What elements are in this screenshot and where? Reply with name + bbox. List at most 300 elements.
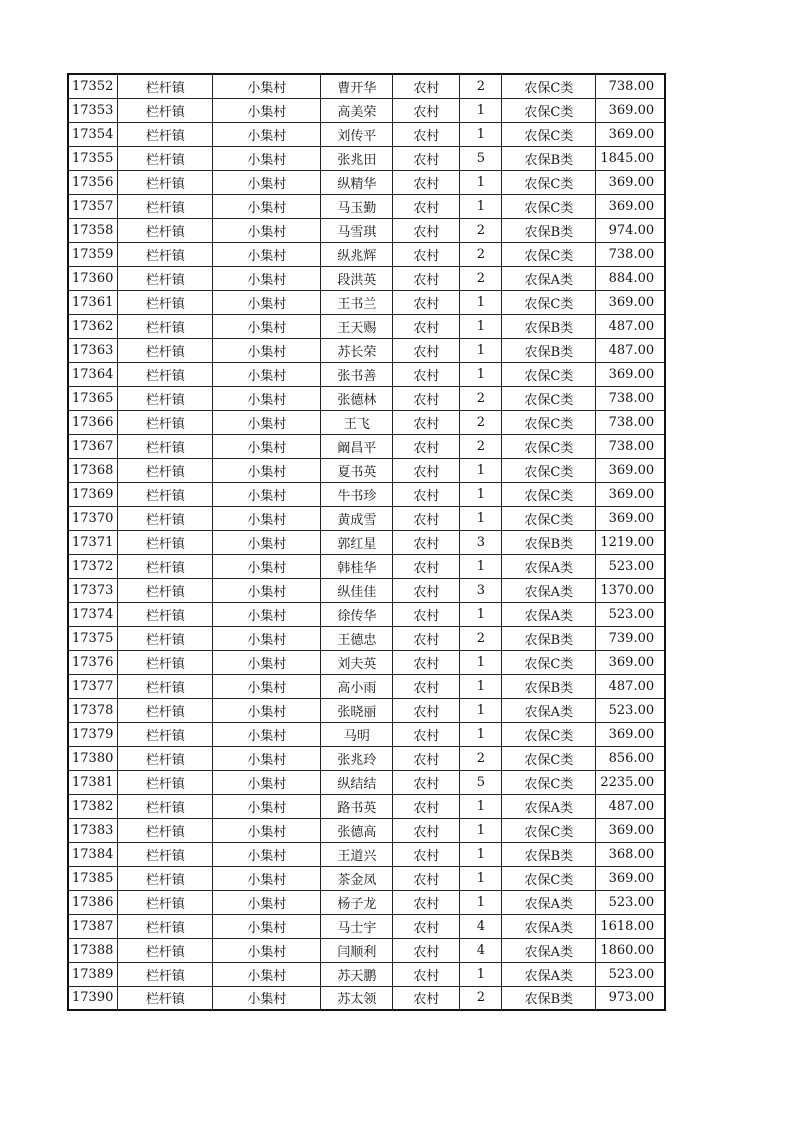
cell-town: 栏杆镇 <box>118 626 213 650</box>
cell-amount: 738.00 <box>596 410 665 434</box>
cell-village: 小集村 <box>213 962 321 986</box>
cell-amount: 523.00 <box>596 698 665 722</box>
cell-amount: 974.00 <box>596 218 665 242</box>
cell-village: 小集村 <box>213 674 321 698</box>
cell-insurance-class: 农保C类 <box>502 746 596 770</box>
cell-member-count: 1 <box>460 698 502 722</box>
cell-insurance-class: 农保C类 <box>502 410 596 434</box>
cell-name: 纵精华 <box>321 170 393 194</box>
table-row <box>68 602 665 626</box>
cell-village: 小集村 <box>213 290 321 314</box>
cell-household-type: 农村 <box>393 650 460 674</box>
cell-village: 小集村 <box>213 746 321 770</box>
cell-record-id: 17390 <box>68 986 118 1010</box>
cell-amount: 369.00 <box>596 866 665 890</box>
table-row <box>68 962 665 986</box>
cell-insurance-class: 农保A类 <box>502 962 596 986</box>
cell-household-type: 农村 <box>393 386 460 410</box>
cell-amount: 856.00 <box>596 746 665 770</box>
cell-record-id: 17386 <box>68 890 118 914</box>
cell-name: 张德高 <box>321 818 393 842</box>
table-body <box>68 74 665 1010</box>
table-row <box>68 818 665 842</box>
cell-town: 栏杆镇 <box>118 74 213 98</box>
cell-amount: 487.00 <box>596 314 665 338</box>
cell-insurance-class: 农保C类 <box>502 242 596 266</box>
cell-amount: 368.00 <box>596 842 665 866</box>
cell-amount: 369.00 <box>596 650 665 674</box>
cell-village: 小集村 <box>213 770 321 794</box>
cell-insurance-class: 农保B类 <box>502 146 596 170</box>
cell-member-count: 1 <box>460 194 502 218</box>
cell-household-type: 农村 <box>393 314 460 338</box>
cell-member-count: 1 <box>460 506 502 530</box>
cell-name: 刘夫英 <box>321 650 393 674</box>
cell-town: 栏杆镇 <box>118 650 213 674</box>
cell-amount: 738.00 <box>596 434 665 458</box>
cell-name: 高小雨 <box>321 674 393 698</box>
cell-name: 刘传平 <box>321 122 393 146</box>
cell-household-type: 农村 <box>393 602 460 626</box>
cell-amount: 369.00 <box>596 98 665 122</box>
cell-village: 小集村 <box>213 98 321 122</box>
cell-insurance-class: 农保C类 <box>502 482 596 506</box>
cell-household-type: 农村 <box>393 794 460 818</box>
cell-insurance-class: 农保C类 <box>502 866 596 890</box>
table-row <box>68 242 665 266</box>
cell-name: 段洪英 <box>321 266 393 290</box>
cell-record-id: 17352 <box>68 74 118 98</box>
table-row <box>68 530 665 554</box>
cell-record-id: 17380 <box>68 746 118 770</box>
cell-member-count: 2 <box>460 986 502 1010</box>
table-row <box>68 770 665 794</box>
table-row <box>68 74 665 98</box>
cell-village: 小集村 <box>213 122 321 146</box>
cell-village: 小集村 <box>213 314 321 338</box>
cell-insurance-class: 农保C类 <box>502 74 596 98</box>
cell-name: 徐传华 <box>321 602 393 626</box>
cell-town: 栏杆镇 <box>118 458 213 482</box>
cell-village: 小集村 <box>213 146 321 170</box>
cell-amount: 369.00 <box>596 122 665 146</box>
cell-household-type: 农村 <box>393 146 460 170</box>
cell-member-count: 1 <box>460 458 502 482</box>
cell-insurance-class: 农保B类 <box>502 986 596 1010</box>
cell-member-count: 1 <box>460 842 502 866</box>
cell-household-type: 农村 <box>393 266 460 290</box>
table-row <box>68 410 665 434</box>
cell-village: 小集村 <box>213 434 321 458</box>
table-row <box>68 458 665 482</box>
cell-town: 栏杆镇 <box>118 170 213 194</box>
cell-amount: 487.00 <box>596 794 665 818</box>
cell-household-type: 农村 <box>393 290 460 314</box>
cell-household-type: 农村 <box>393 362 460 386</box>
cell-insurance-class: 农保C类 <box>502 122 596 146</box>
cell-record-id: 17366 <box>68 410 118 434</box>
cell-insurance-class: 农保A类 <box>502 938 596 962</box>
cell-town: 栏杆镇 <box>118 890 213 914</box>
cell-household-type: 农村 <box>393 626 460 650</box>
cell-member-count: 1 <box>460 554 502 578</box>
cell-name: 阚昌平 <box>321 434 393 458</box>
table-row <box>68 866 665 890</box>
cell-village: 小集村 <box>213 890 321 914</box>
cell-record-id: 17359 <box>68 242 118 266</box>
cell-member-count: 2 <box>460 410 502 434</box>
cell-name: 郭红星 <box>321 530 393 554</box>
cell-name: 张兆玲 <box>321 746 393 770</box>
cell-member-count: 1 <box>460 794 502 818</box>
cell-amount: 2235.00 <box>596 770 665 794</box>
cell-record-id: 17364 <box>68 362 118 386</box>
cell-village: 小集村 <box>213 554 321 578</box>
cell-town: 栏杆镇 <box>118 506 213 530</box>
cell-name: 纵佳佳 <box>321 578 393 602</box>
cell-insurance-class: 农保C类 <box>502 818 596 842</box>
cell-record-id: 17370 <box>68 506 118 530</box>
cell-amount: 369.00 <box>596 290 665 314</box>
cell-village: 小集村 <box>213 218 321 242</box>
cell-name: 马士宇 <box>321 914 393 938</box>
cell-insurance-class: 农保A类 <box>502 914 596 938</box>
cell-amount: 523.00 <box>596 554 665 578</box>
cell-village: 小集村 <box>213 386 321 410</box>
cell-amount: 369.00 <box>596 458 665 482</box>
cell-name: 王道兴 <box>321 842 393 866</box>
cell-town: 栏杆镇 <box>118 602 213 626</box>
cell-insurance-class: 农保C类 <box>502 770 596 794</box>
cell-town: 栏杆镇 <box>118 242 213 266</box>
cell-village: 小集村 <box>213 698 321 722</box>
cell-town: 栏杆镇 <box>118 218 213 242</box>
cell-village: 小集村 <box>213 170 321 194</box>
cell-name: 韩桂华 <box>321 554 393 578</box>
cell-member-count: 2 <box>460 434 502 458</box>
cell-town: 栏杆镇 <box>118 986 213 1010</box>
cell-village: 小集村 <box>213 410 321 434</box>
cell-town: 栏杆镇 <box>118 674 213 698</box>
cell-amount: 369.00 <box>596 722 665 746</box>
cell-insurance-class: 农保C类 <box>502 458 596 482</box>
cell-record-id: 17360 <box>68 266 118 290</box>
cell-household-type: 农村 <box>393 554 460 578</box>
cell-household-type: 农村 <box>393 458 460 482</box>
cell-household-type: 农村 <box>393 698 460 722</box>
cell-amount: 884.00 <box>596 266 665 290</box>
cell-amount: 973.00 <box>596 986 665 1010</box>
cell-name: 闫顺利 <box>321 938 393 962</box>
table-row <box>68 986 665 1010</box>
table-row <box>68 218 665 242</box>
cell-insurance-class: 农保A类 <box>502 890 596 914</box>
cell-record-id: 17368 <box>68 458 118 482</box>
cell-household-type: 农村 <box>393 722 460 746</box>
table-row <box>68 554 665 578</box>
cell-record-id: 17375 <box>68 626 118 650</box>
cell-record-id: 17365 <box>68 386 118 410</box>
cell-insurance-class: 农保C类 <box>502 194 596 218</box>
cell-record-id: 17367 <box>68 434 118 458</box>
cell-record-id: 17369 <box>68 482 118 506</box>
cell-insurance-class: 农保A类 <box>502 554 596 578</box>
cell-record-id: 17358 <box>68 218 118 242</box>
cell-record-id: 17385 <box>68 866 118 890</box>
table-row <box>68 146 665 170</box>
cell-member-count: 1 <box>460 338 502 362</box>
cell-member-count: 2 <box>460 746 502 770</box>
cell-name: 杨子龙 <box>321 890 393 914</box>
cell-household-type: 农村 <box>393 818 460 842</box>
cell-town: 栏杆镇 <box>118 698 213 722</box>
cell-village: 小集村 <box>213 938 321 962</box>
cell-member-count: 5 <box>460 146 502 170</box>
cell-member-count: 1 <box>460 602 502 626</box>
cell-member-count: 5 <box>460 770 502 794</box>
cell-town: 栏杆镇 <box>118 842 213 866</box>
cell-member-count: 1 <box>460 482 502 506</box>
cell-town: 栏杆镇 <box>118 818 213 842</box>
cell-town: 栏杆镇 <box>118 938 213 962</box>
cell-record-id: 17357 <box>68 194 118 218</box>
cell-insurance-class: 农保C类 <box>502 290 596 314</box>
cell-insurance-class: 农保A类 <box>502 602 596 626</box>
cell-member-count: 2 <box>460 386 502 410</box>
cell-record-id: 17372 <box>68 554 118 578</box>
cell-record-id: 17389 <box>68 962 118 986</box>
cell-name: 马明 <box>321 722 393 746</box>
cell-village: 小集村 <box>213 74 321 98</box>
table-row <box>68 482 665 506</box>
cell-member-count: 1 <box>460 890 502 914</box>
cell-record-id: 17356 <box>68 170 118 194</box>
cell-village: 小集村 <box>213 338 321 362</box>
cell-household-type: 农村 <box>393 842 460 866</box>
cell-household-type: 农村 <box>393 578 460 602</box>
table-row <box>68 890 665 914</box>
cell-insurance-class: 农保C类 <box>502 170 596 194</box>
cell-insurance-class: 农保B类 <box>502 626 596 650</box>
cell-town: 栏杆镇 <box>118 266 213 290</box>
cell-member-count: 1 <box>460 98 502 122</box>
cell-insurance-class: 农保C类 <box>502 650 596 674</box>
cell-record-id: 17378 <box>68 698 118 722</box>
cell-household-type: 农村 <box>393 914 460 938</box>
cell-household-type: 农村 <box>393 74 460 98</box>
cell-village: 小集村 <box>213 842 321 866</box>
cell-amount: 369.00 <box>596 194 665 218</box>
cell-name: 王飞 <box>321 410 393 434</box>
cell-record-id: 17388 <box>68 938 118 962</box>
cell-name: 张兆田 <box>321 146 393 170</box>
cell-record-id: 17354 <box>68 122 118 146</box>
cell-amount: 523.00 <box>596 890 665 914</box>
table-row <box>68 386 665 410</box>
cell-name: 王天赐 <box>321 314 393 338</box>
cell-record-id: 17363 <box>68 338 118 362</box>
cell-village: 小集村 <box>213 626 321 650</box>
cell-amount: 369.00 <box>596 818 665 842</box>
cell-household-type: 农村 <box>393 338 460 362</box>
cell-record-id: 17383 <box>68 818 118 842</box>
cell-village: 小集村 <box>213 242 321 266</box>
cell-village: 小集村 <box>213 506 321 530</box>
cell-amount: 369.00 <box>596 482 665 506</box>
table-row <box>68 746 665 770</box>
cell-member-count: 3 <box>460 530 502 554</box>
cell-amount: 1845.00 <box>596 146 665 170</box>
cell-town: 栏杆镇 <box>118 194 213 218</box>
table-row <box>68 434 665 458</box>
cell-name: 张书善 <box>321 362 393 386</box>
cell-village: 小集村 <box>213 866 321 890</box>
cell-member-count: 1 <box>460 290 502 314</box>
subsidy-table <box>67 73 666 1011</box>
cell-town: 栏杆镇 <box>118 554 213 578</box>
cell-member-count: 2 <box>460 218 502 242</box>
table-row <box>68 794 665 818</box>
cell-town: 栏杆镇 <box>118 866 213 890</box>
cell-insurance-class: 农保A类 <box>502 698 596 722</box>
cell-amount: 487.00 <box>596 338 665 362</box>
cell-name: 王书兰 <box>321 290 393 314</box>
cell-name: 苏天鹏 <box>321 962 393 986</box>
cell-amount: 1370.00 <box>596 578 665 602</box>
cell-household-type: 农村 <box>393 674 460 698</box>
table-row <box>68 722 665 746</box>
cell-household-type: 农村 <box>393 890 460 914</box>
cell-household-type: 农村 <box>393 770 460 794</box>
cell-town: 栏杆镇 <box>118 338 213 362</box>
cell-village: 小集村 <box>213 362 321 386</box>
cell-amount: 738.00 <box>596 74 665 98</box>
cell-household-type: 农村 <box>393 506 460 530</box>
cell-household-type: 农村 <box>393 866 460 890</box>
table-row <box>68 578 665 602</box>
cell-amount: 1618.00 <box>596 914 665 938</box>
cell-member-count: 1 <box>460 818 502 842</box>
cell-village: 小集村 <box>213 266 321 290</box>
cell-amount: 523.00 <box>596 962 665 986</box>
cell-town: 栏杆镇 <box>118 386 213 410</box>
cell-amount: 738.00 <box>596 386 665 410</box>
cell-town: 栏杆镇 <box>118 578 213 602</box>
cell-insurance-class: 农保C类 <box>502 722 596 746</box>
cell-household-type: 农村 <box>393 218 460 242</box>
cell-amount: 487.00 <box>596 674 665 698</box>
cell-village: 小集村 <box>213 482 321 506</box>
cell-insurance-class: 农保C类 <box>502 362 596 386</box>
cell-insurance-class: 农保A类 <box>502 578 596 602</box>
cell-record-id: 17381 <box>68 770 118 794</box>
cell-village: 小集村 <box>213 794 321 818</box>
cell-name: 马玉勤 <box>321 194 393 218</box>
cell-household-type: 农村 <box>393 122 460 146</box>
cell-member-count: 1 <box>460 962 502 986</box>
cell-amount: 1860.00 <box>596 938 665 962</box>
cell-household-type: 农村 <box>393 938 460 962</box>
cell-member-count: 1 <box>460 866 502 890</box>
table-row <box>68 170 665 194</box>
cell-town: 栏杆镇 <box>118 722 213 746</box>
cell-town: 栏杆镇 <box>118 962 213 986</box>
cell-village: 小集村 <box>213 530 321 554</box>
cell-town: 栏杆镇 <box>118 746 213 770</box>
cell-insurance-class: 农保A类 <box>502 266 596 290</box>
cell-town: 栏杆镇 <box>118 314 213 338</box>
cell-village: 小集村 <box>213 986 321 1010</box>
cell-amount: 369.00 <box>596 506 665 530</box>
cell-household-type: 农村 <box>393 482 460 506</box>
table-row <box>68 266 665 290</box>
cell-record-id: 17379 <box>68 722 118 746</box>
table-row <box>68 290 665 314</box>
cell-member-count: 2 <box>460 242 502 266</box>
cell-town: 栏杆镇 <box>118 530 213 554</box>
cell-insurance-class: 农保C类 <box>502 506 596 530</box>
cell-amount: 739.00 <box>596 626 665 650</box>
cell-record-id: 17362 <box>68 314 118 338</box>
table-row <box>68 98 665 122</box>
table-row <box>68 506 665 530</box>
cell-household-type: 农村 <box>393 962 460 986</box>
cell-town: 栏杆镇 <box>118 362 213 386</box>
cell-amount: 369.00 <box>596 362 665 386</box>
cell-village: 小集村 <box>213 818 321 842</box>
cell-household-type: 农村 <box>393 242 460 266</box>
cell-insurance-class: 农保B类 <box>502 314 596 338</box>
cell-insurance-class: 农保C类 <box>502 386 596 410</box>
table-row <box>68 362 665 386</box>
cell-insurance-class: 农保B类 <box>502 530 596 554</box>
cell-name: 苏太领 <box>321 986 393 1010</box>
table-row <box>68 194 665 218</box>
cell-name: 高美荣 <box>321 98 393 122</box>
cell-household-type: 农村 <box>393 194 460 218</box>
cell-insurance-class: 农保B类 <box>502 842 596 866</box>
cell-town: 栏杆镇 <box>118 122 213 146</box>
cell-village: 小集村 <box>213 602 321 626</box>
cell-amount: 738.00 <box>596 242 665 266</box>
cell-member-count: 4 <box>460 914 502 938</box>
cell-town: 栏杆镇 <box>118 290 213 314</box>
cell-name: 纵兆辉 <box>321 242 393 266</box>
cell-member-count: 1 <box>460 674 502 698</box>
cell-village: 小集村 <box>213 194 321 218</box>
cell-record-id: 17387 <box>68 914 118 938</box>
cell-amount: 1219.00 <box>596 530 665 554</box>
table-row <box>68 626 665 650</box>
cell-record-id: 17371 <box>68 530 118 554</box>
cell-member-count: 3 <box>460 578 502 602</box>
table-row <box>68 338 665 362</box>
cell-town: 栏杆镇 <box>118 794 213 818</box>
cell-town: 栏杆镇 <box>118 146 213 170</box>
cell-insurance-class: 农保B类 <box>502 674 596 698</box>
cell-village: 小集村 <box>213 458 321 482</box>
cell-household-type: 农村 <box>393 530 460 554</box>
cell-record-id: 17353 <box>68 98 118 122</box>
cell-insurance-class: 农保B类 <box>502 338 596 362</box>
cell-village: 小集村 <box>213 650 321 674</box>
cell-name: 茶金凤 <box>321 866 393 890</box>
cell-household-type: 农村 <box>393 434 460 458</box>
cell-town: 栏杆镇 <box>118 98 213 122</box>
cell-town: 栏杆镇 <box>118 914 213 938</box>
cell-amount: 523.00 <box>596 602 665 626</box>
cell-name: 苏长荣 <box>321 338 393 362</box>
